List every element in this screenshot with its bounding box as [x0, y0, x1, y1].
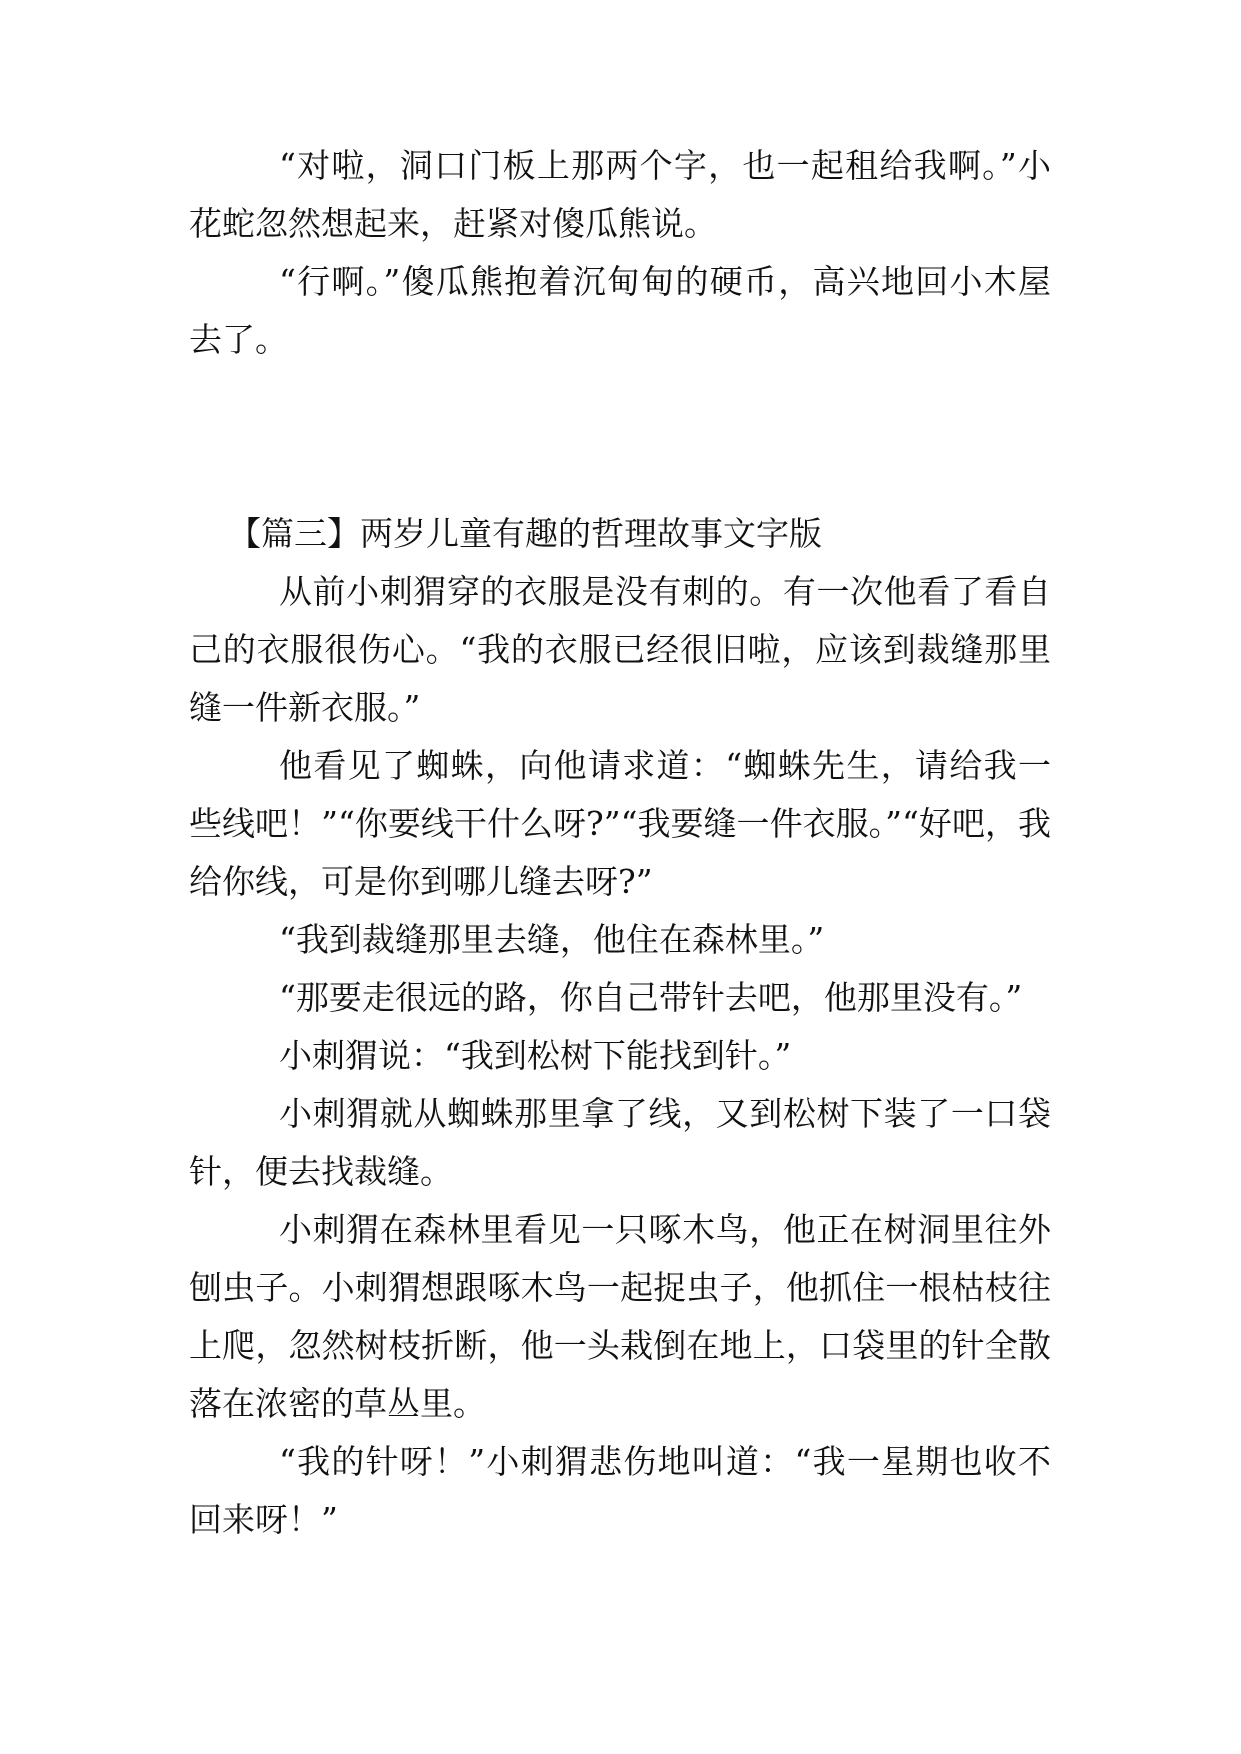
story-paragraph: “行啊。”傻瓜熊抱着沉甸甸的硬币，高兴地回小木屋去了。: [189, 262, 1051, 359]
story-paragraph: 小刺猬说：“我到松树下能找到针。”: [279, 1036, 792, 1075]
story-paragraph: 从前小刺猬穿的衣服是没有刺的。有一次他看了看自己的衣服很伤心。“我的衣服已经很旧啦，应该到裁缝那里缝一件新衣服。”: [189, 572, 1051, 727]
story-paragraph: “我到裁缝那里去缝，他住在森林里。”: [279, 920, 825, 959]
story-paragraph: 小刺猬就从蜘蛛那里拿了线，又到松树下装了一口袋针，便去找裁缝。: [189, 1094, 1051, 1191]
story-paragraph: 小刺猬在森林里看见一只啄木鸟，他正在树洞里往外刨虫子。小刺猬想跟啄木鸟一起捉虫子，他抓住一根枯枝往上爬，忽然树枝折断，他一头栽倒在地上，口袋里的针全散落在浓密的草丛里。: [189, 1210, 1051, 1423]
section-title: 【篇三】两岁儿童有趣的哲理故事文字版: [228, 514, 822, 553]
story-paragraph: “我的针呀！”小刺猬悲伤地叫道：“我一星期也收不回来呀！”: [189, 1442, 1051, 1539]
story-paragraph: “对啦，洞口门板上那两个字，也一起租给我啊。”小花蛇忽然想起来，赶紧对傻瓜熊说。: [189, 146, 1051, 243]
story-paragraph: 他看见了蜘蛛，向他请求道：“蜘蛛先生，请给我一些线吧！”“你要线干什么呀?”“我要缝一件衣服。”“好吧，我给你线，可是你到哪儿缝去呀?”: [189, 746, 1051, 901]
story-paragraph: “那要走很远的路，你自己带针去吧，他那里没有。”: [279, 978, 1023, 1017]
